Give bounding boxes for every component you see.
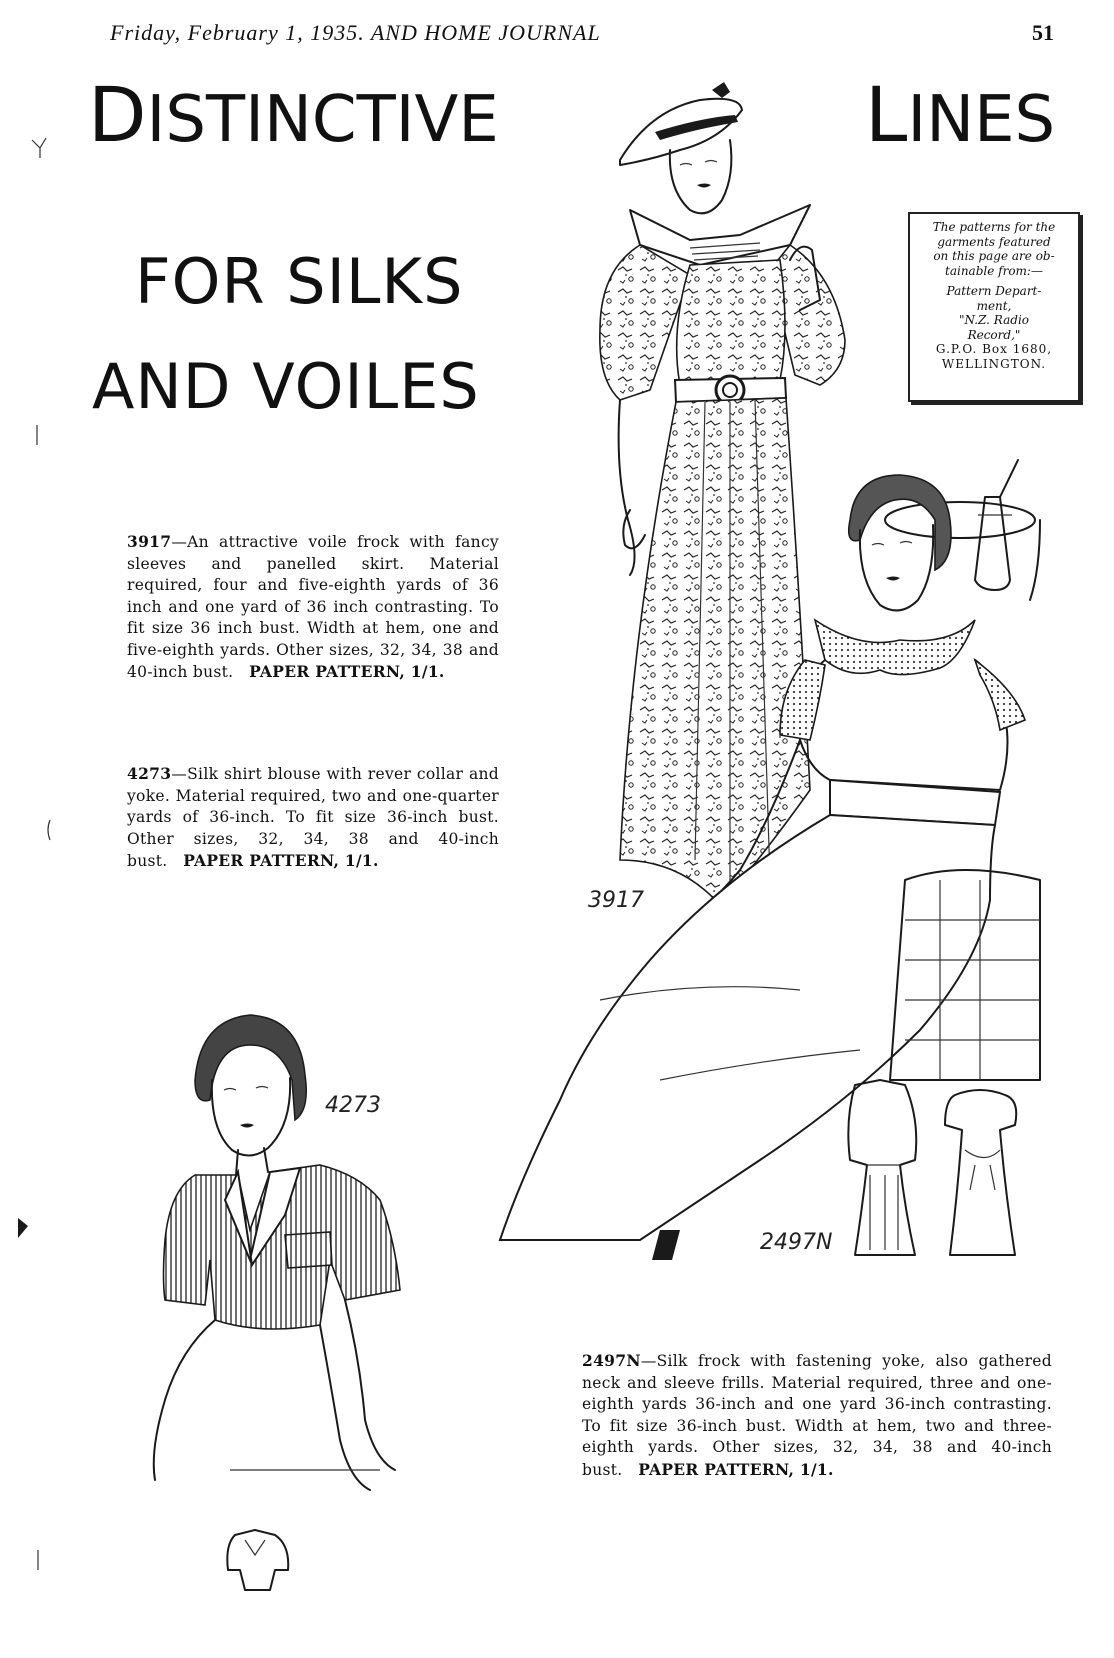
notice-line: ment, bbox=[976, 298, 1012, 313]
figure-label-3917: 3917 bbox=[588, 888, 644, 913]
pattern-diagrams-2497n bbox=[848, 1080, 1016, 1255]
figure-3917-illustration bbox=[600, 82, 845, 905]
headline-distinctive-rest: ISTINCTIVE bbox=[146, 83, 499, 157]
pattern-3917-price: PAPER PATTERN, 1/1. bbox=[249, 662, 445, 681]
pattern-3917-text: —An attractive voile frock with fancy sleeves and panelled skirt. Material required, four and five-eighth yards of 36 inch and one yard of 36 inch contrasting. To fit size 36 inch bust. Width at hem, one and five-eighth yards. Other sizes, 32, 34, 38 and 40-inch bust. bbox=[127, 533, 499, 681]
pattern-4273-text: —Silk shirt blouse with rever collar and yoke. Material required, two and one-quarter yards of 36-inch. To fit size 36-inch bust. Other sizes, 32, 34, 38 and 40-inch bust. bbox=[127, 765, 499, 870]
headline-distinctive-initial: D bbox=[88, 70, 147, 159]
pattern-3917-description bbox=[127, 531, 499, 684]
notice-line: garments featured bbox=[937, 234, 1051, 249]
pattern-3917-number: 3917 bbox=[127, 532, 172, 551]
notice-line: The patterns for the bbox=[932, 220, 1056, 234]
notice-line: Pattern Depart- bbox=[946, 284, 1042, 298]
header-date-title: Friday, February 1, 1935. AND HOME JOURNAL bbox=[110, 20, 601, 45]
pattern-2497n-number: 2497N bbox=[582, 1351, 641, 1370]
pattern-4273-number: 4273 bbox=[127, 764, 172, 783]
notice-line: G.P.O. Box 1680, bbox=[935, 342, 1053, 356]
headline-lines bbox=[865, 70, 1055, 159]
pattern-2497n-price: PAPER PATTERN, 1/1. bbox=[638, 1459, 834, 1479]
pattern-4273-price: PAPER PATTERN, 1/1. bbox=[183, 851, 379, 870]
pattern-notice-box bbox=[908, 212, 1080, 402]
headline-lines-rest: INES bbox=[907, 83, 1056, 157]
headline-and-voiles: AND VOILES bbox=[92, 350, 480, 423]
notice-line: "N.Z. Radio bbox=[958, 313, 1030, 327]
notice-line: tainable from:— bbox=[945, 263, 1043, 278]
page-number: 51 bbox=[1032, 20, 1054, 45]
notice-line: WELLINGTON. bbox=[941, 356, 1047, 371]
notice-line: on this page are ob- bbox=[933, 249, 1055, 263]
notice-line: Record," bbox=[967, 327, 1021, 342]
figure-label-4273: 4273 bbox=[325, 1093, 381, 1118]
pattern-2497n-description bbox=[582, 1350, 1052, 1481]
headline-lines-initial: L bbox=[865, 70, 908, 159]
figure-label-2497n: 2497N bbox=[760, 1230, 833, 1255]
pattern-4273-description bbox=[127, 763, 499, 873]
headline-for-silks: FOR SILKS bbox=[135, 245, 464, 318]
headline-distinctive bbox=[88, 70, 499, 159]
pattern-2497n-text: —Silk frock with fastening yoke, also gathered neck and sleeve frills. Material required, three and one-eighth yards 36-inch and one yard 36-inch contrasting. To fit size 36-inch bust. Width at hem, two and three-eighth yards. Other sizes, 32, 34, 38 and 40-inch bust. bbox=[582, 1352, 1052, 1479]
